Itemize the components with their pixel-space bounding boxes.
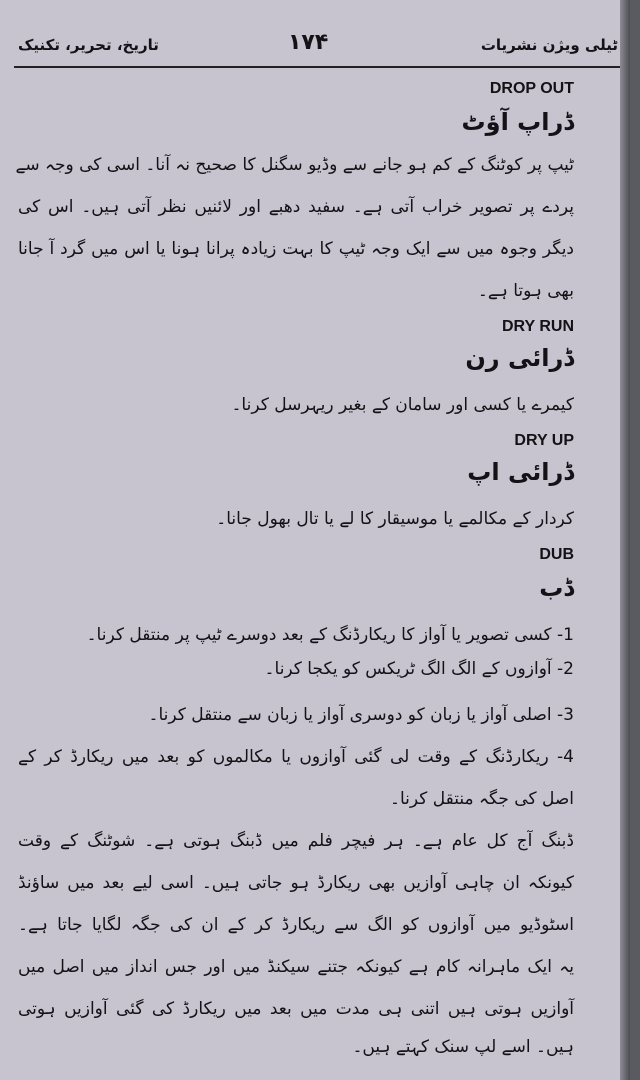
- entry-urdu-term: ڈرائی رن: [465, 344, 574, 372]
- entry-urdu-term: ڈراپ آؤٹ: [461, 108, 574, 136]
- entry-definition-line: کیمرے یا کسی اور سامان کے بغیر ریہرسل کرنا۔: [231, 395, 574, 415]
- entry-definition-line: کیونکہ ان چاہی آوازیں بھی ریکارڈ ہو جاتی ہیں۔ اسی لیے بعد میں ساؤنڈ: [18, 873, 574, 893]
- entry-definition-line: ڈبنگ آج کل عام ہے۔ ہر فیچر فلم میں ڈبنگ ہوتی ہے۔ شوٹنگ کے وقت: [18, 831, 574, 851]
- entry-definition-line: اصل کی جگہ منتقل کرنا۔: [390, 789, 574, 809]
- running-header: [18, 26, 618, 64]
- entry-urdu-term: ڈرائی اپ: [467, 458, 574, 486]
- page-binding-edge: [620, 0, 630, 1080]
- entry-english-term: DUB: [539, 546, 574, 563]
- header-left-title: تاریخ، تحریر، تکنیک: [18, 36, 159, 54]
- entry-definition-line: آوازیں ہوتی ہیں اتنی ہی مدت میں بعد میں ریکارڈ کی گئی آوازیں ہوتی: [18, 999, 574, 1019]
- entry-definition-line: ٹیپ پر کوٹنگ کے کم ہو جانے سے وڈیو سگنل کا صحیح نہ آنا۔ اسی کی وجہ سے: [15, 155, 574, 175]
- entry-definition-line: 3- اصلی آواز یا زبان کو دوسری آواز یا زبان سے منتقل کرنا۔: [148, 705, 574, 725]
- entry-definition-line: 2- آوازوں کے الگ الگ ٹریکس کو یکجا کرنا۔: [264, 659, 574, 679]
- entry-definition-line: یہ ایک ماہرانہ کام ہے کیونکہ جتنے سیکنڈ میں اور جس انداز میں اصل میں: [18, 957, 574, 977]
- entry-definition-line: اسٹوڈیو میں آوازوں کو الگ سے ریکارڈ کر کے ان کی جگہ لگایا جاتا ہے۔: [18, 915, 574, 935]
- entry-definition-line: پردے پر تصویر خراب آتی ہے۔ سفید دھبے اور لائنیں نظر آتی ہیں۔ اس کی: [18, 197, 574, 217]
- entry-definition-line: بھی ہوتا ہے۔: [477, 281, 574, 301]
- entry-definition-line: ہیں۔ اسے لپ سنک کہتے ہیں۔: [352, 1037, 574, 1057]
- entry-definition-line: 1- کسی تصویر یا آواز کا ریکارڈنگ کے بعد دوسرے ٹیپ پر منتقل کرنا۔: [86, 625, 574, 645]
- header-rule: [14, 66, 620, 68]
- entry-definition-line: کردار کے مکالمے یا موسیقار کا لے یا تال بھول جانا۔: [216, 509, 574, 529]
- entry-definition-line: دیگر وجوہ میں سے ایک وجہ ٹیپ کا بہت زیادہ پرانا ہونا یا اس میں گرد آ جانا: [18, 239, 574, 259]
- header-right-title: ٹیلی ویژن نشریات: [480, 36, 618, 54]
- entry-english-term: DRY UP: [514, 432, 574, 449]
- entry-english-term: DROP OUT: [489, 80, 574, 97]
- page-number: ۱۷۴: [288, 30, 329, 55]
- entry-definition-line: 4- ریکارڈنگ کے وقت لی گئی آوازوں یا مکالموں کو بعد میں ریکارڈ کر کے: [18, 747, 574, 767]
- entry-urdu-term: ڈب: [539, 574, 574, 602]
- entry-english-term: DRY RUN: [501, 318, 574, 335]
